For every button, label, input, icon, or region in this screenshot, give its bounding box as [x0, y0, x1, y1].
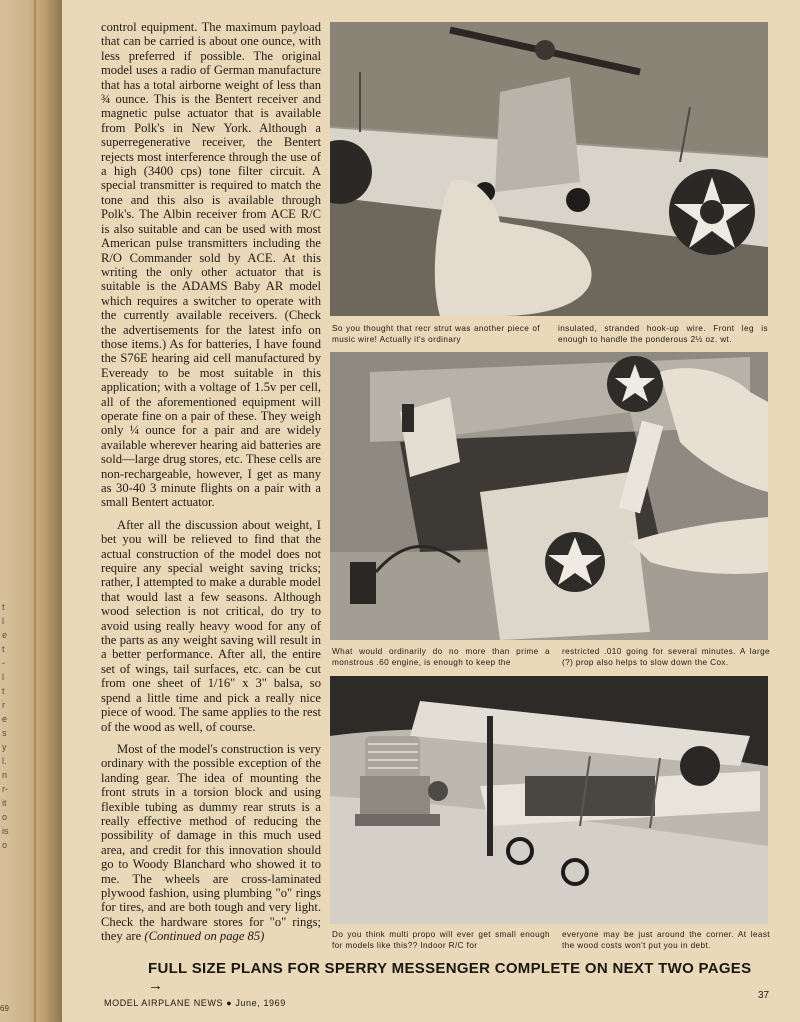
- magazine-footer: MODEL AIRPLANE NEWS ● June, 1969: [104, 998, 286, 1008]
- edge-letter: is: [2, 826, 9, 836]
- photo-engine-and-model: [330, 676, 768, 924]
- continued-reference: (Continued on page 85): [144, 929, 265, 944]
- page-fold: [34, 0, 36, 1022]
- edge-letter: s: [2, 728, 7, 738]
- edge-letter: n: [2, 770, 8, 780]
- previous-page-number: 69: [0, 1004, 9, 1013]
- caption-photo3-right: everyone may be just around the corner. At least the wood costs won't put you in debt.: [562, 930, 770, 950]
- caption-photo3-left: Do you think multi propo will ever get small enough for models like this?? Indoor R/C for: [332, 930, 550, 950]
- caption-photo1-left: So you thought that recr strut was another piece of music wire! Actually it's ordinary: [332, 324, 540, 344]
- edge-letter: l: [2, 672, 4, 682]
- edge-letter: y: [2, 742, 7, 752]
- caption-photo2-right: restricted .010 going for several minutes. A large (?) prop also helps to slow down the Cox.: [562, 647, 770, 667]
- edge-letter: t: [2, 602, 5, 612]
- caption-photo2-left: What would ordinarily do no more than prime a monstrous .60 engine, is enough to keep the: [332, 647, 550, 667]
- previous-page-edge-text: [2, 600, 16, 852]
- article-text-column: [101, 20, 321, 952]
- edge-letter: o: [2, 812, 8, 822]
- paragraph-landing-gear-text: Most of the model's construction is very ordinary with the possible exception of the landing gear. The idea of mounting the front struts in a torsion block and using flexible tubing as dummy rear struts is a really effective method of reducing the possibility of damage in this much used area, and credit for this innovation should go to Woody Blanchard who showed it to me. The wheels are cross-laminated plywood fashion, using plumbing "o" rings for tires, and are both tough and very light. Check the hardware stores for "o" rings; they are: [101, 741, 321, 944]
- paragraph-radio-equipment: control equipment. The maximum payload that can be carried is about one ounce, with less preferred if possible. The original model uses a radio of German manufacture that has a total airborne weight of less than ¾ ounce. This is the Bentert receiver and magnetic pulse actuator that is available from Polk's in New York. Although a superregenerative receiver, the Bentert rejects most interference through the use of a high (3400 cps) tone filter circuit. A special transmitter is required to match the tone and this also is available through Polk's. The Albin receiver from ACE R/C is also suitable and can be used with most American pulse transmitters including the R/O Commander sold by ACE. At this writing the only other actuator that is suitable is the ADAMS Baby AR model which requires a switcher to operate with the currently available receivers. (Check the advertisements for the latest info on those items.) As for batteries, I have found the S76E hearing aid cell manufactured by Eveready to be most suitable in this application; with a voltage of 1.5v per cell, all of the aforementioned equipment will operate fine on a pair of these. They weigh only ¼ ounce for a pair and are widely available wherever hearing aid batteries are sold—large drug stores, etc. These cells are non-rechargeable, however, I get as many as 30-40 3 minute flights on a pair with a small Bentert actuator.: [101, 20, 321, 510]
- left-page-margin: [0, 0, 62, 1022]
- edge-letter: l.: [2, 756, 7, 766]
- edge-letter: t: [2, 686, 5, 696]
- edge-letter: r: [2, 700, 5, 710]
- plans-banner: FULL SIZE PLANS FOR SPERRY MESSENGER COMPLETE ON NEXT TWO PAGES →: [148, 960, 752, 994]
- paragraph-landing-gear: [101, 742, 321, 944]
- paragraph-construction-weight: After all the discussion about weight, I bet you will be relieved to find that the actual construction of the model does not require any special weight saving tricks; rather, I attempted to make a durable model that would last a few seasons. Although wood selection is not critical, do try to avoid using really heavy wood for any of the parts as any weight saving will result in a better performance. After all, the entire set of wings, tail surfaces, etc. can be cut from one sheet of 1/16" x 3" balsa, so spend a little time and pick a really nice piece of wood. The same applies to the rest of the wood as well, of course.: [101, 517, 321, 734]
- edge-letter: r-: [2, 784, 8, 794]
- edge-letter: o: [2, 840, 8, 850]
- edge-letter: e: [2, 630, 8, 640]
- photo-fuel-tank: [330, 352, 768, 640]
- caption-photo1-right: insulated, stranded hook-up wire. Front leg is enough to handle the ponderous 2½ oz. wt.: [558, 324, 768, 344]
- page-number: 37: [758, 990, 770, 1001]
- edge-letter: -: [2, 658, 5, 668]
- edge-letter: e: [2, 714, 8, 724]
- edge-letter: l: [2, 616, 4, 626]
- photo-landing-gear: [330, 22, 768, 316]
- edge-letter: t: [2, 644, 5, 654]
- edge-letter: it: [2, 798, 7, 808]
